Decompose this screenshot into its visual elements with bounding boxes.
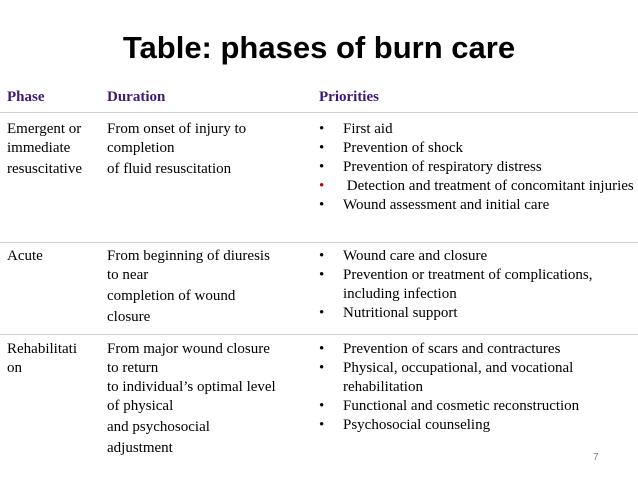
duration-line: completion [107,140,175,156]
slide-title: Table: phases of burn care [122,30,516,65]
bullet-icon: • [319,341,325,357]
row-2-duration [107,247,307,327]
priority-item: • Detection and treatment of concomitant injuries [319,178,634,194]
bullet-icon: • [319,178,325,194]
bullet-icon: • [319,360,325,376]
priority-item: • Prevention of respiratory distress [319,159,542,175]
row-1-phase [7,120,105,179]
duration-line: of fluid resuscitation [107,161,232,177]
page-number: 7 [593,452,599,463]
duration-line: From major wound closure [107,341,270,357]
row-3-priorities [317,340,635,435]
bullet-icon: • [319,197,325,213]
phase-line: Rehabilitati [7,341,77,357]
bullet-icon: • [319,248,325,264]
duration-line: closure [107,309,151,325]
bullet-icon: • [319,398,325,414]
duration-line: to return [107,360,159,376]
header-phase: Phase [7,89,45,105]
priority-item: • Nutritional support [319,305,458,321]
duration-line: and psychosocial [107,419,210,435]
duration-line: From onset of injury to [107,121,247,137]
priority-item: • Wound assessment and initial care [319,197,550,213]
row-1-priorities [317,120,635,215]
priority-item: • Prevention of shock [319,140,463,156]
header-duration: Duration [107,89,166,105]
phase-line: immediate [7,140,71,156]
phase-line: on [7,360,22,376]
priority-item: • Prevention or treatment of complications, including infection [319,267,593,302]
duration-line: From beginning of diuresis [107,248,270,264]
bullet-icon: • [319,305,325,321]
bullet-icon: • [319,267,325,283]
phase-line: Emergent or [7,121,82,137]
row-1-duration [107,120,307,179]
duration-line: completion of wound [107,288,236,304]
row-3-phase [7,340,105,378]
duration-line: to near [107,267,149,283]
phase-line: resuscitative [7,161,82,177]
header-priorities: Priorities [319,89,379,105]
priority-item: • Prevention of scars and contractures [319,341,561,357]
bullet-icon: • [319,121,325,137]
bullet-icon: • [319,417,325,433]
duration-line: to individual’s optimal level [107,379,276,395]
row-2-priorities [317,247,635,323]
priority-item: • Wound care and closure [319,248,488,264]
priority-item: • Psychosocial counseling [319,417,491,433]
priority-item: • Physical, occupational, and vocational rehabilitation [319,360,574,395]
bullet-icon: • [319,140,325,156]
bullet-icon: • [319,159,325,175]
duration-line: adjustment [107,440,173,456]
row-3-duration [107,340,307,458]
phase-line: Acute [7,248,43,264]
row-divider [0,242,638,243]
header-divider [0,112,638,113]
priority-item: • Functional and cosmetic reconstruction [319,398,580,414]
row-2-phase [7,247,105,266]
row-divider [0,334,638,335]
priority-item: • First aid [319,121,393,137]
duration-line: of physical [107,398,174,414]
